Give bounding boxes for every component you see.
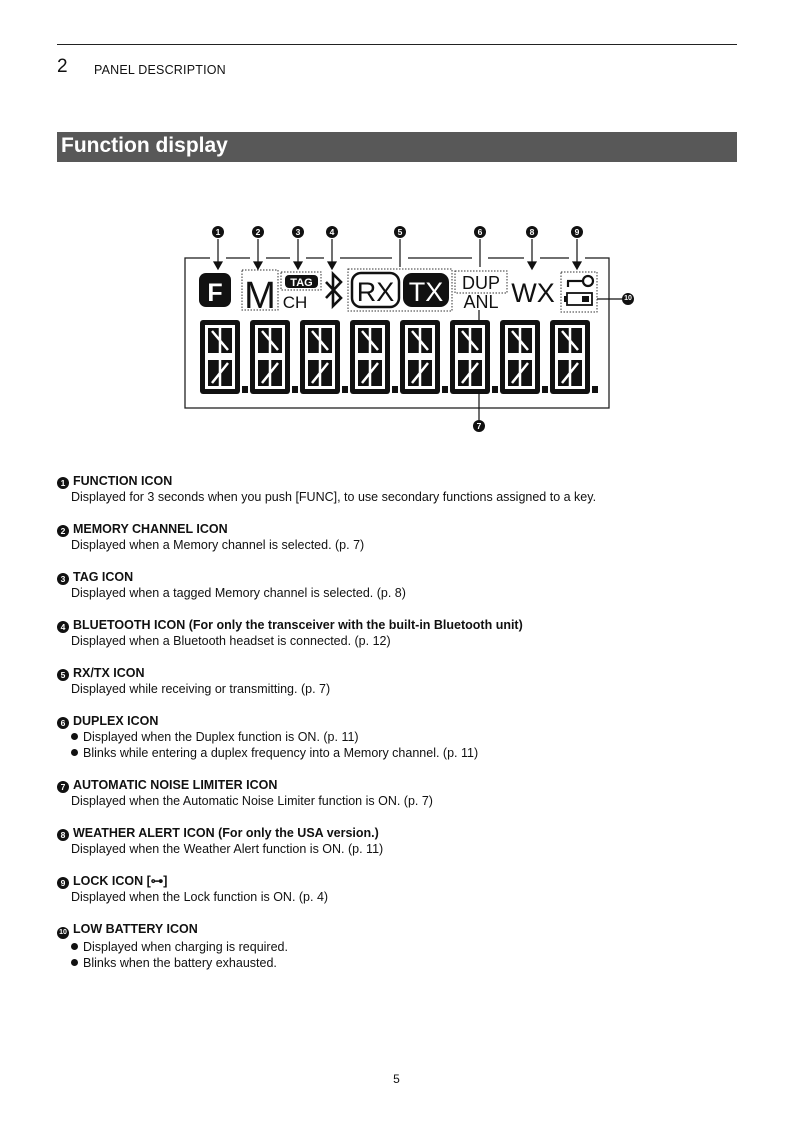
list-item [57, 777, 433, 809]
item-number-badge: 6 [57, 717, 69, 729]
item-bullet: Blinks while entering a duplex frequency into a Memory channel. (p. 11) [57, 745, 478, 761]
list-item [57, 473, 596, 505]
function-icon-label: F [207, 279, 223, 307]
item-title: LOCK ICON [⊶] [73, 874, 168, 888]
item-bullet: Displayed when charging is required. [57, 939, 288, 955]
item-number-badge: 7 [57, 781, 69, 793]
item-description: Displayed when the Lock function is ON. (p. 4) [71, 890, 329, 904]
list-item [57, 873, 328, 905]
weather-alert-icon: WX [511, 278, 555, 308]
callout-9: 9 [571, 226, 583, 238]
list-item [57, 921, 288, 971]
item-number-badge: 4 [57, 621, 69, 633]
item-description: Displayed when the Weather Alert function is ON. (p. 11) [71, 842, 384, 856]
section-header [57, 132, 737, 162]
list-item [57, 713, 478, 761]
item-number-badge: 2 [57, 525, 69, 537]
item-title: TAG ICON [73, 570, 134, 584]
chapter-title: PANEL DESCRIPTION [94, 63, 226, 77]
item-number-badge: 10 [57, 927, 69, 939]
item-bullet: Blinks when the battery exhausted. [57, 955, 288, 971]
svg-text:TX: TX [408, 277, 444, 307]
channel-ch-icon: CH [282, 293, 308, 312]
callout-5: 5 [394, 226, 406, 238]
item-title: WEATHER ALERT ICON (For only the USA version.) [73, 826, 379, 840]
callout-6: 6 [474, 226, 486, 238]
item-description: Displayed while receiving or transmitting. (p. 7) [71, 682, 331, 696]
callout-7: 7 [473, 420, 485, 432]
item-number-badge: 9 [57, 877, 69, 889]
list-item [57, 825, 383, 857]
list-item [57, 617, 523, 649]
list-item [57, 569, 406, 601]
item-title: MEMORY CHANNEL ICON [73, 522, 228, 536]
callout-10: 10 [622, 293, 634, 305]
list-item [57, 521, 364, 553]
callout-1: 1 [212, 226, 224, 238]
item-title: RX/TX ICON [73, 666, 145, 680]
item-number-badge: 3 [57, 573, 69, 585]
function-display-diagram [170, 222, 640, 434]
item-description: Displayed for 3 seconds when you push [FUNC], to use secondary functions assigned to a key. [71, 490, 597, 504]
callout-4: 4 [326, 226, 338, 238]
item-bullet: Displayed when the Duplex function is ON. (p. 11) [57, 729, 478, 745]
section-title: Function display [61, 134, 228, 157]
svg-text:RX: RX [356, 277, 395, 307]
list-item [57, 665, 330, 697]
svg-text:TAG: TAG [290, 277, 313, 289]
item-title: DUPLEX ICON [73, 714, 159, 728]
item-title: AUTOMATIC NOISE LIMITER ICON [73, 778, 278, 792]
item-number-badge: 8 [57, 829, 69, 841]
item-number-badge: 5 [57, 669, 69, 681]
item-description: Displayed when the Automatic Noise Limiter function is ON. (p. 7) [71, 794, 433, 808]
page-number: 5 [393, 1072, 400, 1086]
anl-icon: ANL [463, 292, 499, 312]
duplex-icon: DUP [461, 273, 501, 293]
item-title: LOW BATTERY ICON [73, 922, 198, 936]
item-number-badge: 1 [57, 477, 69, 489]
item-title: FUNCTION ICON [73, 474, 173, 488]
header-rule [57, 44, 737, 45]
item-description: Displayed when a Bluetooth headset is connected. (p. 12) [71, 634, 391, 648]
item-description: Displayed when a tagged Memory channel is selected. (p. 8) [71, 586, 406, 600]
item-description: Displayed when a Memory channel is selected. (p. 7) [71, 538, 365, 552]
item-title: BLUETOOTH ICON (For only the transceiver with the built-in Bluetooth unit) [73, 618, 523, 632]
chapter-number: 2 [57, 56, 68, 77]
callout-2: 2 [252, 226, 264, 238]
memory-channel-icon: M [244, 275, 276, 317]
callout-8: 8 [526, 226, 538, 238]
callout-3: 3 [292, 226, 304, 238]
